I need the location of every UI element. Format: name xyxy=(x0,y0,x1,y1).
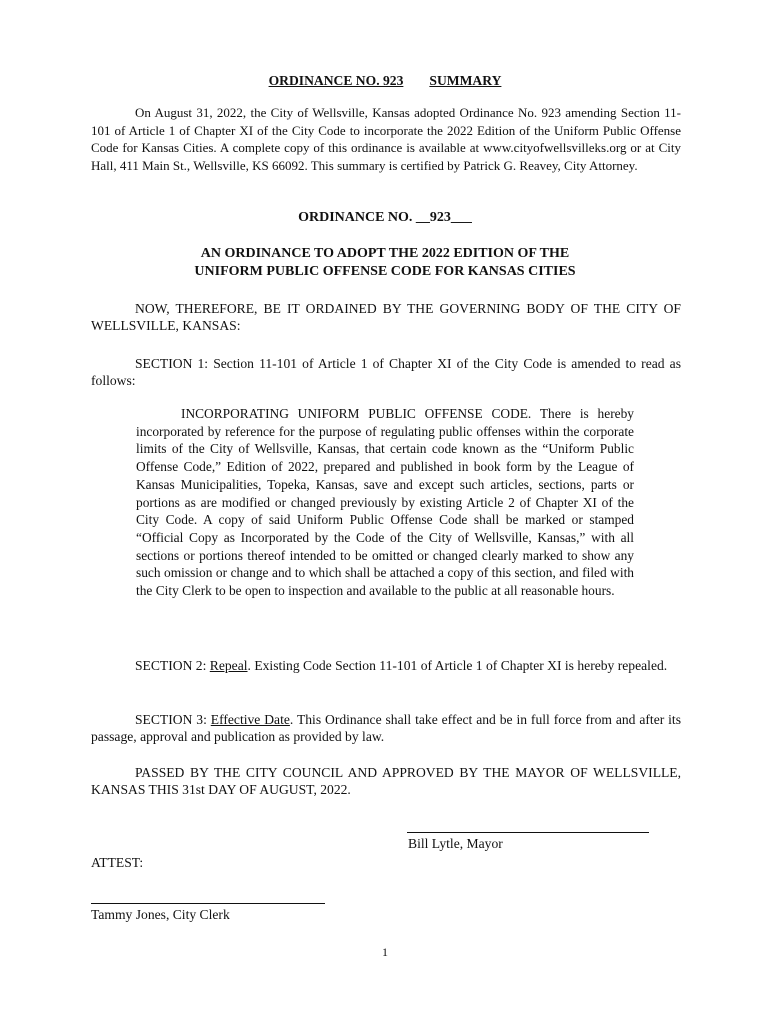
section-2 xyxy=(91,657,681,674)
mayor-signature-name: Bill Lytle, Mayor xyxy=(408,836,503,851)
passed-clause: PASSED BY THE CITY COUNCIL AND APPROVED BY THE MAYOR OF WELLSVILLE, KANSAS THIS 31st DAY OF AUGUST, 2022. xyxy=(91,765,681,798)
page-number: 1 xyxy=(382,945,388,959)
mayor-signature-line xyxy=(407,832,649,833)
summary-paragraph: On August 31, 2022, the City of Wellsville, Kansas adopted Ordinance No. 923 amending Section 11-101 of Article 1 of Chapter XI of the City Code to incorporate the 2022 Edition of the Uniform Public Offense Code for Kansas Cities. A complete copy of this ordinance is available at www.cityofwellsvilleks.org or at City Hall, 411 Main St., Wellsville, KS 66092. This summary is certified by Patrick G. Reavey, City Attorney. xyxy=(91,105,681,174)
section-1-quote-body: INCORPORATING UNIFORM PUBLIC OFFENSE CODE. There is hereby incorporated by reference for the purpose of regulating public offenses within the corporate limits of the City of Wellsville, Kansas, that certain code known as the “Uniform Public Offense Code,” Edition of 2022, prepared and published in book form by the League of Kansas Municipalities, Topeka, Kansas, save and except such articles, sections, parts or portions as are modified or changed previously by existing Article 2 of Chapter XI of the City Code. A copy of said Uniform Public Offense Code shall be marked or stamped “Official Copy as Incorporated by the Code of the City of Wellsville, Kansas,” with all sections or portions thereof intended to be omitted or changed clearly marked to show any such omission or change and to which shall be attached a copy of this section, and filed with the City Clerk to be open to inspection and available to the public at all reasonable hours. xyxy=(136,406,634,599)
section-3-text: . This Ordinance shall take effect and be in full force from and after its passage, approval and publication as provided by law. xyxy=(91,712,681,745)
section-3-heading: Effective Date xyxy=(210,712,290,727)
attest-label: ATTEST: xyxy=(91,855,144,870)
section-3-prefix: SECTION 3: xyxy=(135,712,211,727)
ordinance-title xyxy=(0,245,770,280)
section-2-prefix: SECTION 2: xyxy=(135,658,210,673)
section-1-quoted-text xyxy=(136,405,634,600)
ordinance-number: ORDINANCE NO. __923___ xyxy=(298,210,472,225)
summary-heading xyxy=(0,73,770,89)
section-2-heading: Repeal xyxy=(209,658,248,673)
summary-ordinance-number: ORDINANCE NO. 923 xyxy=(268,73,404,88)
section-2-text: . Existing Code Section 11-101 of Article 1 of Chapter XI is hereby repealed. xyxy=(247,658,668,673)
clerk-signature-name: Tammy Jones, City Clerk xyxy=(91,907,230,922)
summary-label: SUMMARY xyxy=(429,73,502,88)
section-1: SECTION 1: Section 11-101 of Article 1 of Chapter XI of the City Code is amended to read as follows: xyxy=(91,356,681,389)
enacting-clause: NOW, THEREFORE, BE IT ORDAINED BY THE GOVERNING BODY OF THE CITY OF WELLSVILLE, KANSAS: xyxy=(91,301,681,334)
ordinance-title-line-1: AN ORDINANCE TO ADOPT THE 2022 EDITION OF THE xyxy=(200,246,570,261)
clerk-signature-line xyxy=(91,903,325,904)
ordinance-title-line-2: UNIFORM PUBLIC OFFENSE CODE FOR KANSAS CITIES xyxy=(194,263,576,279)
section-3 xyxy=(91,711,681,746)
